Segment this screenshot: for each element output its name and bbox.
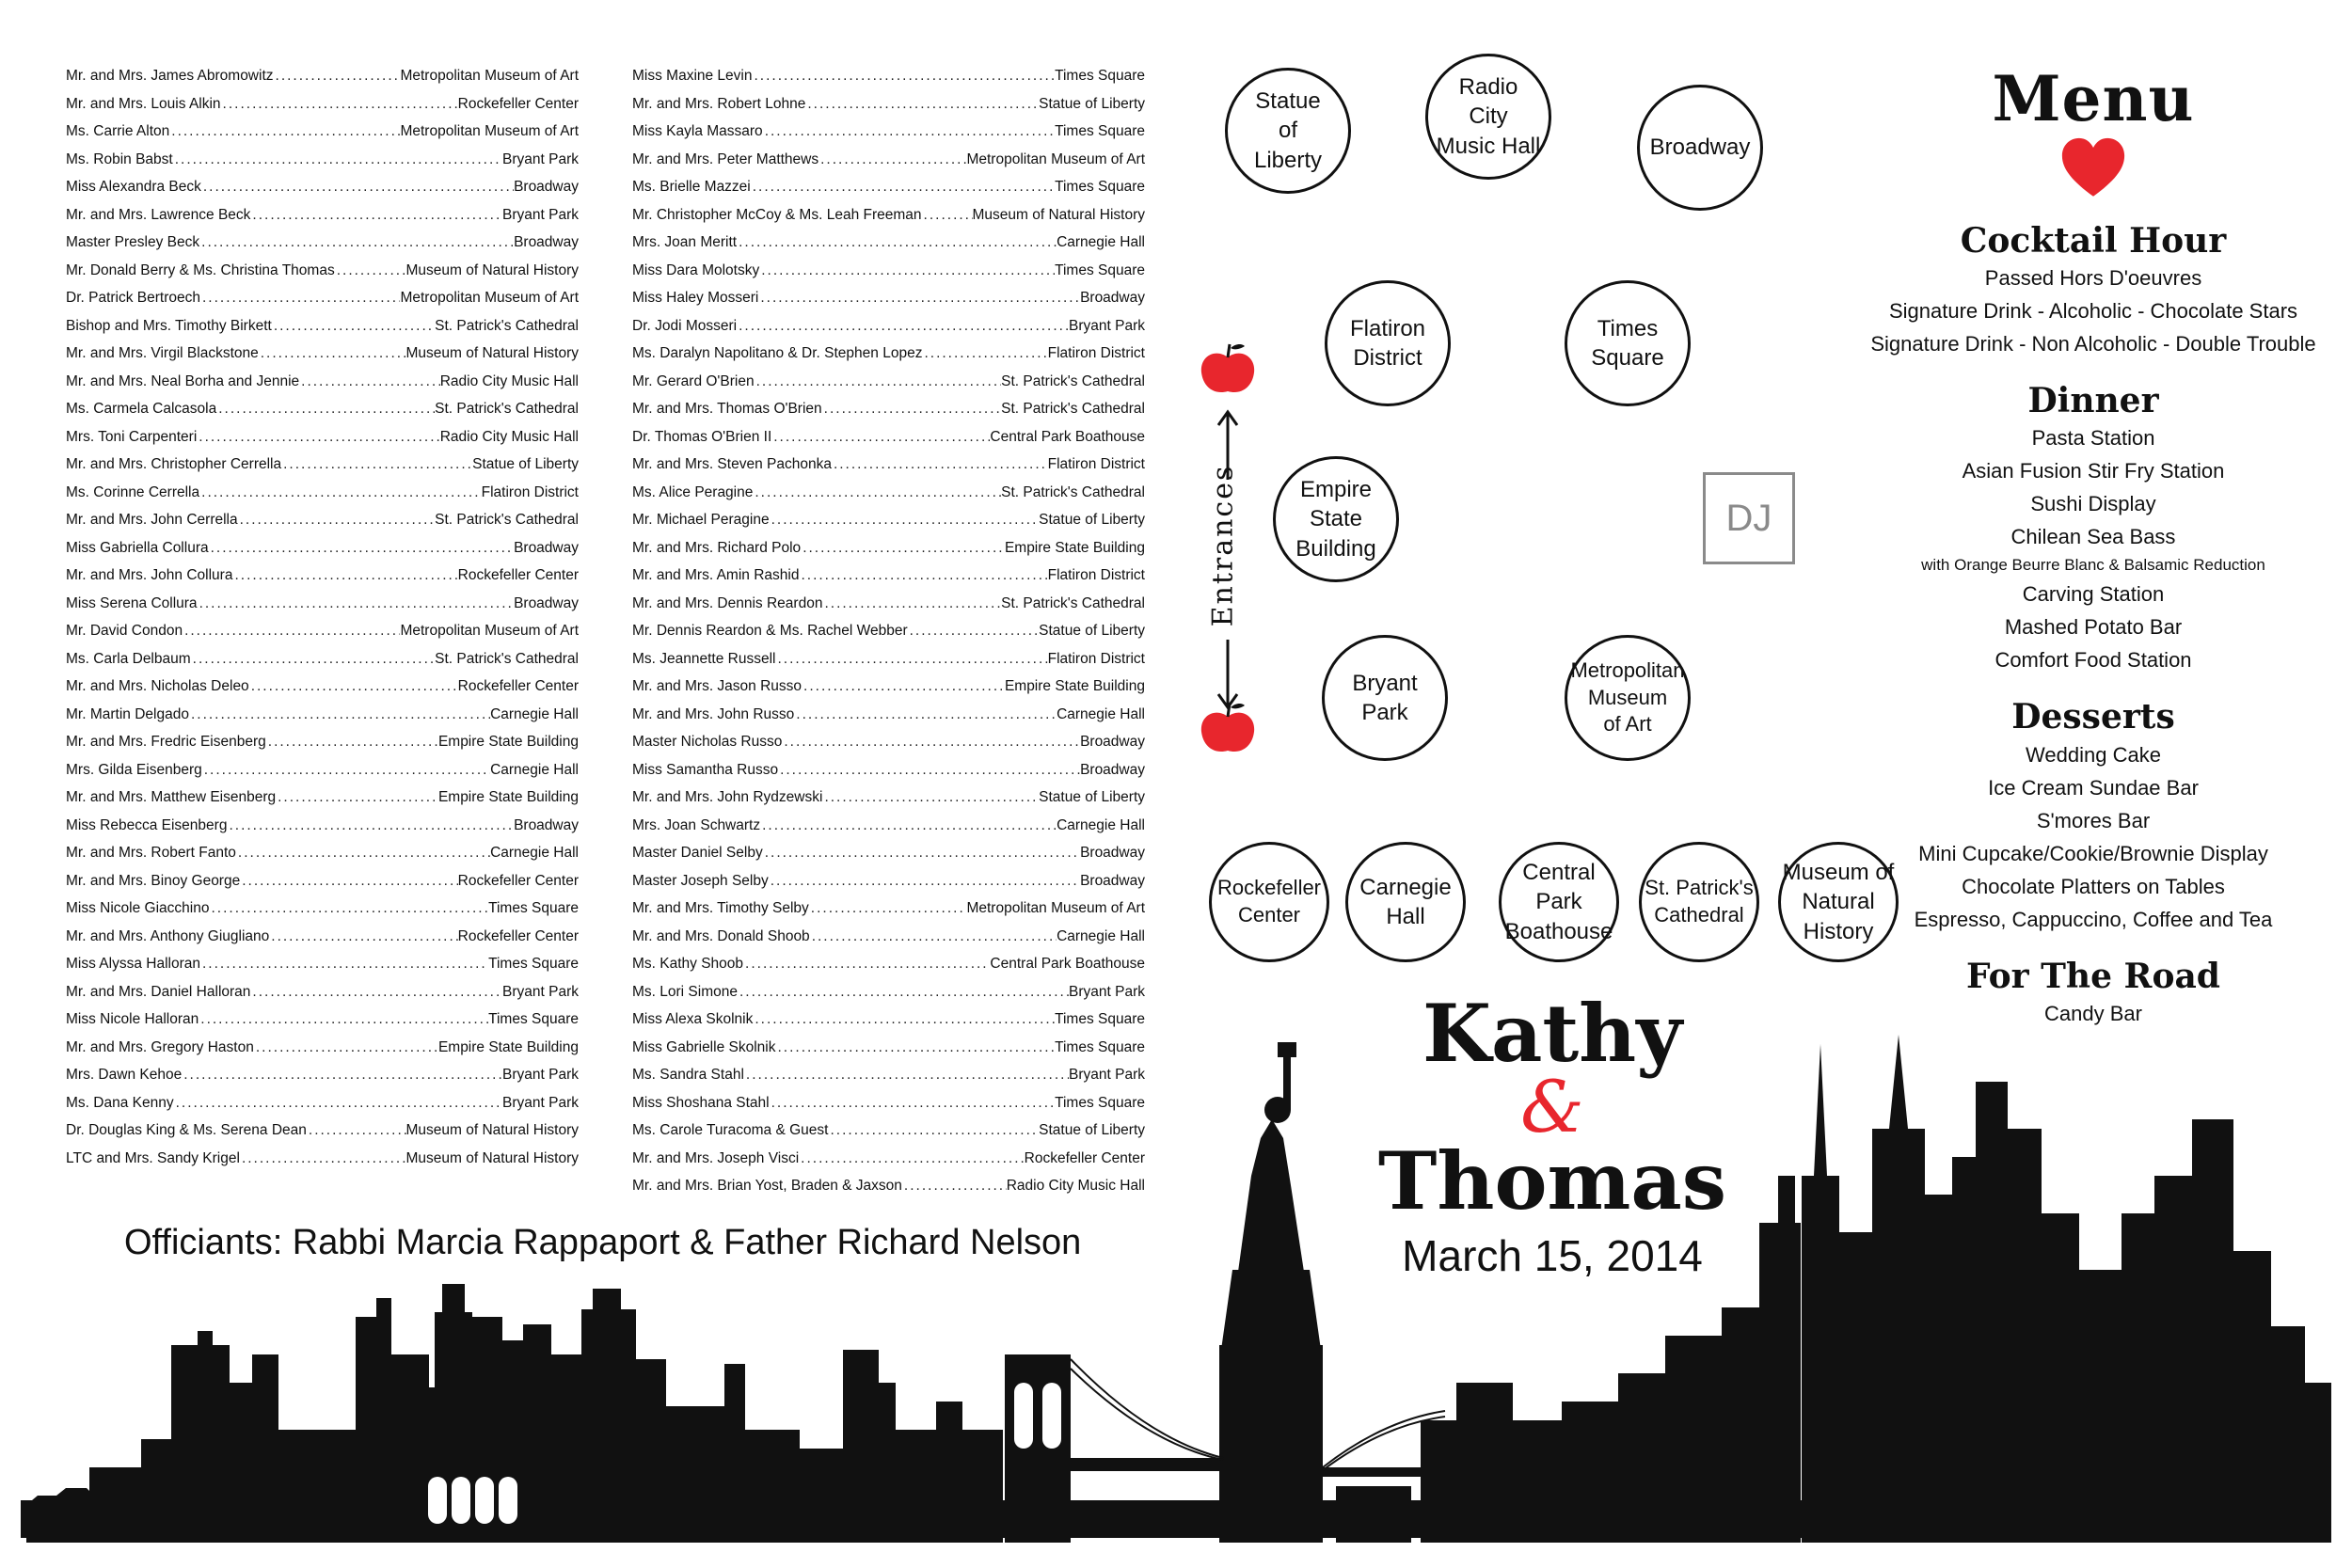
menu-item: Sushi Display: [2030, 492, 2156, 516]
guest-table-assignment: Museum of Natural History: [405, 261, 579, 278]
guest-name: Mr. and Mrs. Robert Fanto: [66, 845, 236, 861]
menu-item: Comfort Food Station: [1994, 648, 2192, 673]
table-name-line: Central: [1522, 860, 1596, 886]
guest-table-assignment: Broadway: [514, 816, 579, 833]
guest-table-assignment: Flatiron District: [481, 483, 579, 500]
guest-table-assignment: Metropolitan Museum of Art: [966, 150, 1145, 167]
guest-table-assignment: Bryant Park: [502, 150, 579, 167]
guest-table-assignment: Broadway: [514, 234, 579, 250]
guest-name: Miss Nicole Halloran: [66, 1011, 199, 1027]
table-name-line: Center: [1237, 903, 1301, 927]
guest-table-assignment: Times Square: [1055, 179, 1145, 195]
guest-table-assignment: Museum of Natural History: [405, 1149, 579, 1166]
table-name-line: Carnegie: [1359, 874, 1452, 900]
table-name-line: City: [1469, 103, 1508, 130]
guest-table-assignment: Statue of Liberty: [472, 456, 579, 472]
bride-name: Kathy: [1422, 987, 1683, 1080]
guest-name: Miss Gabriella Collura: [66, 539, 209, 556]
guest-table-assignment: Times Square: [488, 1011, 579, 1027]
menu-section-heading: For The Road: [1966, 956, 2220, 996]
guest-name: Mr. and Mrs. John Cerrella: [66, 512, 238, 528]
menu-item: with Orange Beurre Blanc & Balsamic Reduction: [1921, 556, 2265, 575]
guest-table-assignment: Broadway: [1080, 290, 1145, 306]
guest-name: Mr. Martin Delgado: [66, 705, 189, 722]
guest-name: Ms. Carmela Calcasola: [66, 401, 217, 417]
guest-table-assignment: Statue of Liberty: [1039, 789, 1145, 805]
guest-name: Mr. and Mrs. Peter Matthews: [632, 150, 819, 167]
guest-name: Mr. and Mrs. Thomas O'Brien: [632, 401, 822, 417]
guest-table-assignment: Times Square: [1055, 261, 1145, 278]
guest-name: Mr. David Condon: [66, 623, 183, 639]
table-name-line: Rockefeller: [1216, 876, 1322, 900]
table-name-line: Cathedral: [1654, 903, 1744, 927]
guest-name: Dr. Thomas O'Brien II: [632, 428, 772, 445]
menu-item: Mini Cupcake/Cookie/Brownie Display: [1918, 841, 2268, 865]
menu-title: Menu: [1992, 62, 2195, 135]
menu-item: Pasta Station: [2031, 426, 2155, 451]
guest-name: Mr. and Mrs. Amin Rashid: [632, 567, 800, 583]
guest-table-assignment: St. Patrick's Cathedral: [1001, 483, 1145, 500]
guest-table-assignment: Statue of Liberty: [1039, 512, 1145, 528]
table-name-line: Boathouse: [1504, 918, 1613, 944]
guest-table-assignment: Radio City Music Hall: [439, 372, 579, 389]
table-name-line: Hall: [1386, 904, 1425, 929]
guest-table-assignment: Broadway: [1080, 845, 1145, 861]
table-name-line: Bryant: [1352, 670, 1418, 696]
menu-section-heading: Cocktail Hour: [1960, 221, 2227, 261]
table-name-line: Times: [1597, 315, 1659, 341]
guest-name: Mr. and Mrs. Matthew Eisenberg: [66, 789, 277, 805]
guest-table-assignment: St. Patrick's Cathedral: [1001, 401, 1145, 417]
guest-name: Mr. Michael Peragine: [632, 512, 770, 528]
guest-name: Miss Alexandra Beck: [66, 179, 201, 195]
entrances-label: Entrances: [1206, 464, 1240, 627]
guest-name: Ms. Jeannette Russell: [632, 650, 776, 667]
guest-table-assignment: Bryant Park: [502, 1094, 579, 1111]
guest-table-assignment: Carnegie Hall: [490, 761, 579, 778]
guest-name: Mr. and Mrs. Lawrence Beck: [66, 206, 251, 223]
guest-name: Mr. and Mrs. Virgil Blackstone: [66, 345, 259, 361]
menu-item: Ice Cream Sundae Bar: [1988, 775, 2199, 800]
table-name-line: Natural: [1802, 889, 1875, 915]
guest-table-assignment: Flatiron District: [1047, 650, 1145, 667]
guest-table-assignment: Central Park Boathouse: [990, 956, 1145, 972]
guest-name: Mr. Dennis Reardon & Ms. Rachel Webber: [632, 623, 908, 639]
table-name-line: Museum of: [1782, 860, 1895, 886]
guest-name: Mr. and Mrs. Robert Lohne: [632, 95, 806, 112]
guest-table-assignment: Metropolitan Museum of Art: [966, 900, 1145, 916]
guest-name: Mr. and Mrs. Donald Shoob: [632, 927, 810, 944]
guest-table-assignment: Rockefeller Center: [457, 872, 579, 889]
guest-name: Ms. Dana Kenny: [66, 1094, 174, 1111]
guest-name: Ms. Alice Peragine: [632, 483, 754, 500]
table-name-line: St. Patrick's: [1645, 876, 1754, 900]
guest-name: Mr. and Mrs. Timothy Selby: [632, 900, 809, 916]
table-name-line: Broadway: [1649, 135, 1751, 161]
guest-table-assignment: Flatiron District: [1047, 567, 1145, 583]
guest-table-assignment: Rockefeller Center: [1024, 1149, 1145, 1166]
table-name-line: Music Hall: [1436, 133, 1541, 159]
guest-table-assignment: Times Square: [1055, 123, 1145, 139]
guest-table-assignment: Metropolitan Museum of Art: [400, 123, 579, 139]
guest-name: Miss Rebecca Eisenberg: [66, 816, 228, 833]
guest-name: Ms. Robin Babst: [66, 150, 173, 167]
guest-name: Mrs. Joan Schwartz: [632, 816, 761, 833]
guest-table-assignment: Bryant Park: [502, 983, 579, 1000]
ampersand: &: [1520, 1065, 1584, 1149]
guest-name: Dr. Douglas King & Ms. Serena Dean: [66, 1122, 307, 1138]
guest-table-assignment: Times Square: [1055, 1094, 1145, 1111]
guest-table-assignment: St. Patrick's Cathedral: [1001, 594, 1145, 611]
guest-name: Ms. Corinne Cerrella: [66, 483, 200, 500]
guest-table-assignment: Carnegie Hall: [1057, 816, 1145, 833]
guest-name: Dr. Jodi Mosseri: [632, 317, 738, 334]
menu-item: Chocolate Platters on Tables: [1962, 874, 2225, 898]
guest-name: Mr. and Mrs. Gregory Haston: [66, 1038, 254, 1055]
menu-item: Espresso, Cappuccino, Coffee and Tea: [1914, 907, 2273, 931]
guest-table-assignment: Broadway: [1080, 872, 1145, 889]
guest-name: Ms. Carrie Alton: [66, 123, 170, 139]
guest-name: Master Nicholas Russo: [632, 734, 783, 750]
guest-table-assignment: Flatiron District: [1047, 345, 1145, 361]
table-name-line: State: [1309, 506, 1363, 532]
guest-table-assignment: Bryant Park: [1069, 983, 1145, 1000]
guest-table-assignment: Museum of Natural History: [972, 206, 1145, 223]
guest-table-assignment: Times Square: [1055, 68, 1145, 84]
guest-name: Miss Alyssa Halloran: [66, 956, 200, 972]
guest-name: Mr. and Mrs. John Collura: [66, 567, 233, 583]
guest-name: Mr. and Mrs. Jason Russo: [632, 678, 803, 694]
guest-name: Miss Gabrielle Skolnik: [632, 1038, 776, 1055]
guest-name: Bishop and Mrs. Timothy Birkett: [66, 317, 272, 334]
table-name-line: of: [1278, 118, 1297, 144]
guest-name: Ms. Brielle Mazzei: [632, 179, 751, 195]
guest-table-assignment: Times Square: [1055, 1011, 1145, 1027]
guest-name: Ms. Carole Turacoma & Guest: [632, 1122, 829, 1138]
guest-name: Mr. and Mrs. Christopher Cerrella: [66, 456, 282, 472]
guest-table-assignment: Metropolitan Museum of Art: [400, 290, 579, 306]
menu-item: Asian Fusion Stir Fry Station: [1962, 459, 2225, 483]
guest-table-assignment: Broadway: [1080, 734, 1145, 750]
guest-table-assignment: Museum of Natural History: [405, 1122, 579, 1138]
guest-name: Mr. and Mrs. Richard Polo: [632, 539, 802, 556]
guest-name: Miss Nicole Giacchino: [66, 900, 210, 916]
guest-name: Mrs. Joan Meritt: [632, 234, 738, 250]
guest-name: Mr. and Mrs. John Rydzewski: [632, 789, 823, 805]
menu-section-heading: Desserts: [2011, 697, 2175, 737]
guest-name: Mr. and Mrs. Nicholas Deleo: [66, 678, 249, 694]
guest-name: Mr. and Mrs. Louis Alkin: [66, 95, 221, 112]
menu-item: Carving Station: [2022, 582, 2165, 607]
guest-table-assignment: Rockefeller Center: [457, 567, 579, 583]
guest-name: Mr. and Mrs. John Russo: [632, 705, 795, 722]
guest-table-assignment: Statue of Liberty: [1039, 623, 1145, 639]
table-name-line: Museum: [1587, 685, 1668, 709]
table-name-line: District: [1353, 345, 1422, 371]
guest-table-assignment: Carnegie Hall: [490, 845, 579, 861]
guest-name: Miss Kayla Massaro: [632, 123, 763, 139]
guest-name: Master Daniel Selby: [632, 845, 763, 861]
guest-table-assignment: Times Square: [488, 956, 579, 972]
guest-table-assignment: Empire State Building: [437, 789, 579, 805]
guest-table-assignment: Empire State Building: [437, 734, 579, 750]
guest-name: Mr. and Mrs. Steven Pachonka: [632, 456, 832, 472]
guest-name: Mr. Gerard O'Brien: [632, 372, 755, 389]
guest-table-assignment: Radio City Music Hall: [1006, 1178, 1145, 1194]
table-name-line: Square: [1591, 345, 1664, 371]
guest-name: Miss Haley Mosseri: [632, 290, 759, 306]
dj-booth: DJ: [1703, 472, 1795, 564]
guest-table-assignment: St. Patrick's Cathedral: [1001, 372, 1145, 389]
guest-name: Miss Maxine Levin: [632, 68, 753, 84]
guest-table-assignment: Empire State Building: [1004, 539, 1145, 556]
guest-table-assignment: Rockefeller Center: [457, 678, 579, 694]
guest-name: Miss Serena Collura: [66, 594, 198, 611]
menu-item: Signature Drink - Non Alcoholic - Double Trouble: [1870, 332, 2316, 356]
table-name-line: of Art: [1603, 712, 1652, 736]
guest-table-assignment: Empire State Building: [437, 1038, 579, 1055]
guest-table-assignment: Times Square: [1055, 1038, 1145, 1055]
guest-name: Mr. and Mrs. Brian Yost, Braden & Jaxson: [632, 1178, 902, 1194]
menu-item: Mashed Potato Bar: [2004, 615, 2183, 640]
guest-name: Ms. Lori Simone: [632, 983, 738, 1000]
guest-table-assignment: Bryant Park: [1069, 317, 1145, 334]
guest-name: Ms. Daralyn Napolitano & Dr. Stephen Lopez: [632, 345, 923, 361]
menu-item: Passed Hors D'oeuvres: [1984, 266, 2202, 291]
table-name-line: Empire: [1299, 477, 1373, 503]
table-name-line: Flatiron: [1349, 315, 1426, 341]
guest-table-assignment: Bryant Park: [502, 1067, 579, 1083]
guest-table-assignment: Bryant Park: [1069, 1067, 1145, 1083]
guest-name: Mrs. Gilda Eisenberg: [66, 761, 202, 778]
guest-name: Miss Alexa Skolnik: [632, 1011, 754, 1027]
guest-name: Mrs. Toni Carpenteri: [66, 428, 198, 445]
guest-name: Mr. and Mrs. Neal Borha and Jennie: [66, 372, 300, 389]
table-name-line: Metropolitan: [1570, 658, 1685, 683]
guest-table-assignment: St. Patrick's Cathedral: [435, 512, 579, 528]
guest-name: Mrs. Dawn Kehoe: [66, 1067, 183, 1083]
officiants-line: Officiants: Rabbi Marcia Rappaport & Father Richard Nelson: [124, 1223, 1082, 1262]
guest-table-assignment: Rockefeller Center: [457, 927, 579, 944]
guest-name: Mr. and Mrs. Daniel Halloran: [66, 983, 251, 1000]
guest-name: Ms. Carla Delbaum: [66, 650, 191, 667]
guest-name: Miss Samantha Russo: [632, 761, 779, 778]
guest-name: LTC and Mrs. Sandy Krigel: [66, 1149, 240, 1166]
guest-table-assignment: Statue of Liberty: [1039, 1122, 1145, 1138]
guest-name: Mr. and Mrs. James Abromowitz: [66, 68, 274, 84]
guest-table-assignment: Carnegie Hall: [1057, 927, 1145, 944]
menu-item: Signature Drink - Alcoholic - Chocolate Stars: [1888, 299, 2298, 324]
guest-name: Mr. and Mrs. Joseph Visci: [632, 1149, 800, 1166]
menu-item: Candy Bar: [2044, 1001, 2142, 1025]
guest-table-assignment: St. Patrick's Cathedral: [435, 650, 579, 667]
guest-name: Miss Dara Molotsky: [632, 261, 760, 278]
guest-table-assignment: Bryant Park: [502, 206, 579, 223]
table-name-line: Park: [1361, 700, 1408, 725]
guest-name: Master Joseph Selby: [632, 872, 769, 889]
table-name-line: Statue: [1255, 88, 1321, 115]
guest-table-assignment: Carnegie Hall: [490, 705, 579, 722]
table-name-line: History: [1803, 918, 1874, 944]
table-name-line: Park: [1535, 889, 1582, 915]
guest-table-assignment: St. Patrick's Cathedral: [435, 317, 579, 334]
guest-table-assignment: Times Square: [488, 900, 579, 916]
table-name-line: Building: [1295, 535, 1376, 562]
table-name-line: Radio: [1458, 74, 1518, 101]
menu-item: Wedding Cake: [2026, 742, 2161, 767]
guest-name: Mr. Christopher McCoy & Ms. Leah Freeman: [632, 206, 922, 223]
guest-table-assignment: Statue of Liberty: [1039, 95, 1145, 112]
guest-table-assignment: Rockefeller Center: [457, 95, 579, 112]
menu-item: S'mores Bar: [2036, 808, 2151, 832]
guest-name: Ms. Kathy Shoob: [632, 956, 744, 972]
guest-table-assignment: Broadway: [514, 539, 579, 556]
guest-name: Miss Shoshana Stahl: [632, 1094, 770, 1111]
groom-name: Thomas: [1377, 1133, 1727, 1227]
guest-name: Mr. Donald Berry & Ms. Christina Thomas: [66, 261, 335, 278]
guest-name: Mr. and Mrs. Binoy George: [66, 872, 241, 889]
menu-section-heading: Dinner: [2027, 381, 2159, 421]
guest-table-assignment: Central Park Boathouse: [990, 428, 1145, 445]
guest-table-assignment: Metropolitan Museum of Art: [400, 623, 579, 639]
guest-table-assignment: Empire State Building: [1004, 678, 1145, 694]
guest-name: Dr. Patrick Bertroech: [66, 290, 200, 306]
guest-table-assignment: Radio City Music Hall: [439, 428, 579, 445]
guest-table-assignment: Metropolitan Museum of Art: [400, 68, 579, 84]
wedding-date: March 15, 2014: [1402, 1230, 1703, 1280]
guest-table-assignment: Museum of Natural History: [405, 345, 579, 361]
guest-name: Mr. and Mrs. Anthony Giugliano: [66, 927, 270, 944]
guest-name: Mr. and Mrs. Fredric Eisenberg: [66, 734, 266, 750]
guest-table-assignment: Carnegie Hall: [1057, 705, 1145, 722]
menu-item: Chilean Sea Bass: [2010, 525, 2176, 549]
guest-table-assignment: Broadway: [514, 179, 579, 195]
guest-name: Mr. and Mrs. Dennis Reardon: [632, 594, 823, 611]
guest-name: Master Presley Beck: [66, 234, 200, 250]
guest-table-assignment: Flatiron District: [1047, 456, 1145, 472]
table-name-line: Liberty: [1253, 147, 1323, 173]
guest-table-assignment: St. Patrick's Cathedral: [435, 401, 579, 417]
guest-name: Ms. Sandra Stahl: [632, 1067, 744, 1083]
guest-table-assignment: Broadway: [1080, 761, 1145, 778]
guest-table-assignment: Carnegie Hall: [1057, 234, 1145, 250]
guest-table-assignment: Broadway: [514, 594, 579, 611]
